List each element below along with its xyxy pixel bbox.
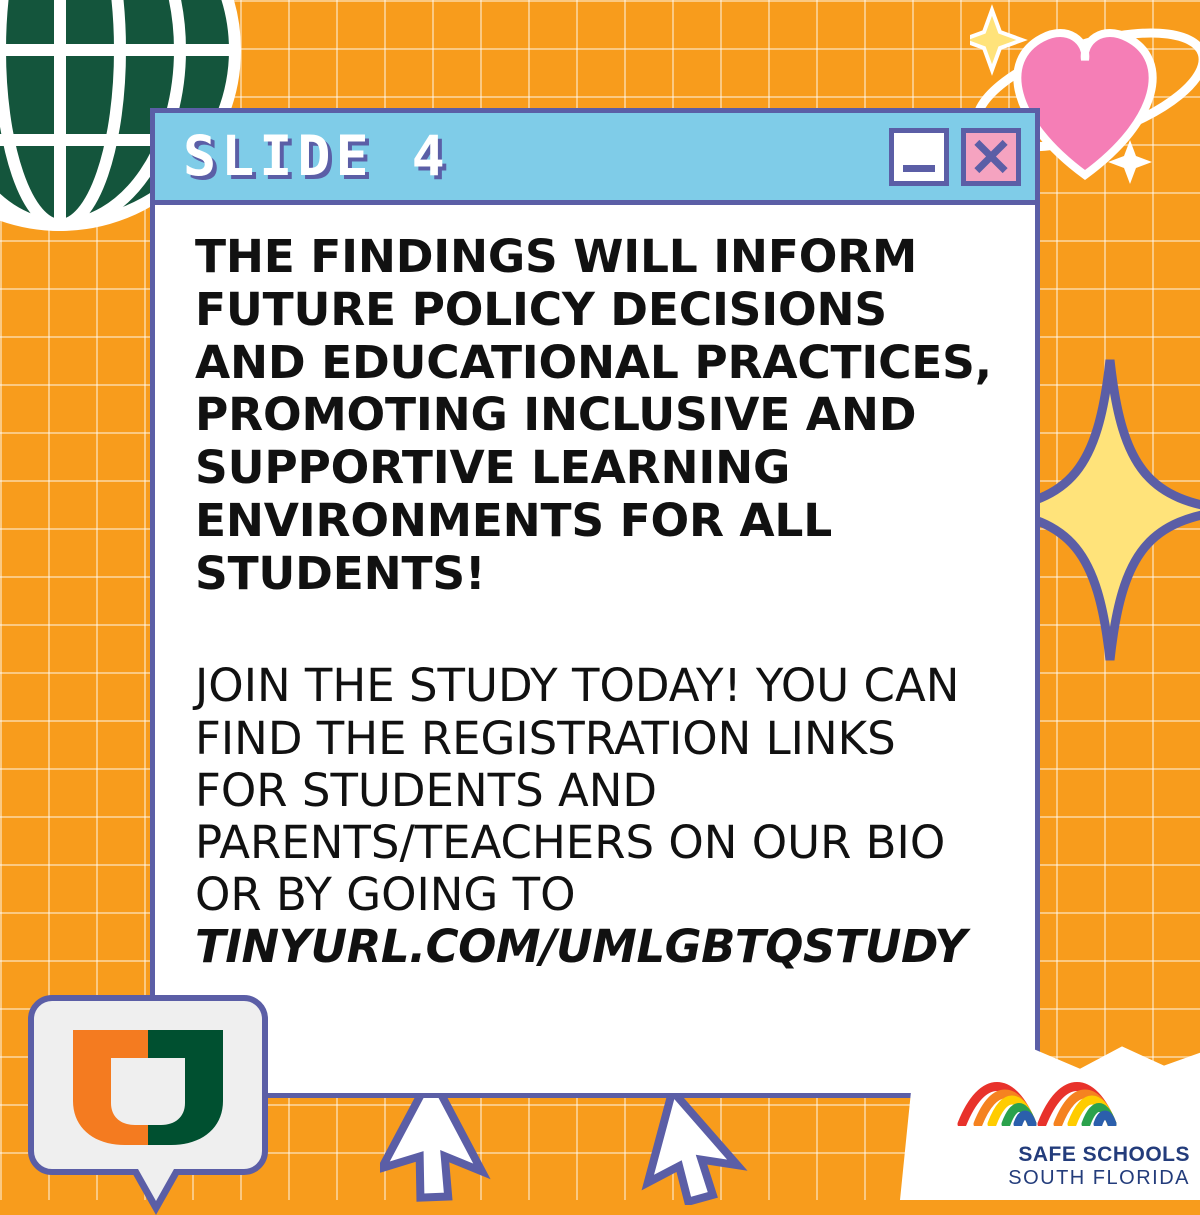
cursor-arrow-icon xyxy=(640,1095,760,1205)
safe-schools-region: SOUTH FLORIDA xyxy=(1008,1167,1190,1189)
window-title: SLIDE 4 xyxy=(183,124,450,188)
window-titlebar[interactable] xyxy=(155,113,1035,205)
window-controls xyxy=(889,128,1021,186)
close-button[interactable] xyxy=(961,128,1021,186)
findings-paragraph: THE FINDINGS WILL INFORM FUTURE POLICY DECISIONS AND EDUCATIONAL PRACTICES, PROMOTING INCLUSIVE AND SUPPORTIVE LEARNING ENVIRONMENTS FOR ALL STUDENTS! xyxy=(195,230,992,600)
safe-schools-name: SAFE SCHOOLS xyxy=(1018,1143,1190,1166)
study-link[interactable]: TINYURL.COM/UMLGBTQSTUDY xyxy=(195,920,967,974)
slide-window xyxy=(150,108,1040,1098)
rainbow-icon xyxy=(952,1066,1152,1126)
safe-schools-badge xyxy=(900,1040,1200,1200)
safe-schools-wordmark xyxy=(900,1143,1190,1190)
cursor-arrow-icon xyxy=(380,1085,520,1205)
speech-bubble-tail-inner xyxy=(138,1169,174,1201)
um-u-logo-icon xyxy=(63,1025,233,1145)
window-body xyxy=(155,205,1035,993)
um-logo-badge xyxy=(28,995,268,1175)
minimize-button[interactable] xyxy=(889,128,949,186)
join-study-text: JOIN THE STUDY TODAY! YOU CAN FIND THE REGISTRATION LINKS FOR STUDENTS AND PARENTS/TEACHERS ON OUR BIO OR BY GOING TO xyxy=(195,659,960,922)
join-study-paragraph xyxy=(195,660,1001,973)
